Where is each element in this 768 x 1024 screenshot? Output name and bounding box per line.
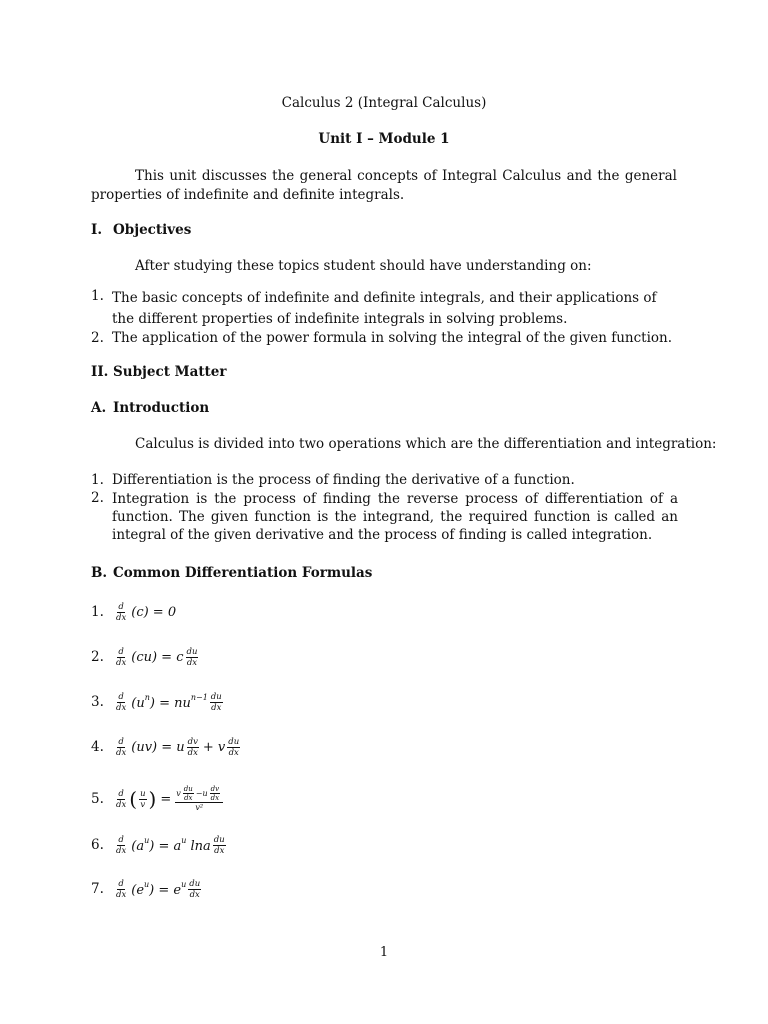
section-number: I. xyxy=(91,222,103,238)
introduction-lead: Calculus is divided into two operations which are the differentiation and integration: xyxy=(135,436,717,452)
formula-number: 1. xyxy=(91,604,104,620)
list-number: 1. xyxy=(91,472,104,488)
derivative-term: $\frac{dv}{dx}$ xyxy=(187,736,198,758)
section-heading-objectives: Objectives xyxy=(113,222,192,238)
formula-2 xyxy=(91,637,200,677)
document-title: Calculus 2 (Integral Calculus) xyxy=(281,95,487,111)
formula-expression: (uv) = u xyxy=(131,739,185,755)
formula-number: 5. xyxy=(91,791,104,807)
quotient-term: $\frac{u}{v}$ xyxy=(140,788,146,810)
derivative-term: $\frac{du}{dx}$ xyxy=(228,736,240,758)
derivative-operator: $\frac{d}{dx}$ xyxy=(116,601,127,623)
subsection-heading-introduction: Introduction xyxy=(113,400,210,416)
formula-expression: $(a^u) = a^u$ lna xyxy=(131,836,211,854)
formula-7 xyxy=(91,869,203,909)
section-number: II. xyxy=(91,364,109,380)
list-item: Integration is the process of finding the reverse process of differentiation of a function. The given function is the integrand, the required function is called an integral of the given derivative and the process of finding is called integration. xyxy=(112,491,678,543)
quotient-rule-fraction: v $\frac{du}{dx}$ −u $\frac{dv}{dx}$ v² xyxy=(175,785,223,813)
formula-5: 5. $\frac{d}{dx}$ ( $\frac{u}{v}$ ) = v $\frac{du}{dx}$ −u $\frac{dv}{dx}$ v² xyxy=(91,779,223,819)
equals-sign: = xyxy=(160,791,172,807)
derivative-operator: $\frac{d}{dx}$ xyxy=(116,878,127,900)
derivative-term: $\frac{du}{dx}$ xyxy=(189,878,201,900)
subsection-letter: B. xyxy=(91,565,108,581)
list-number: 2. xyxy=(91,490,104,506)
formula-number: 4. xyxy=(91,739,104,755)
intro-paragraph: This unit discusses the general concepts of Integral Calculus and the general properties of indefinite and definite integrals. xyxy=(91,168,677,203)
formula-expression: $(e^u) = e^u$ xyxy=(131,880,187,898)
formula-expression: $(u^n) = nu^{n-1}$ xyxy=(131,693,208,711)
subsection-heading-formulas: Common Differentiation Formulas xyxy=(113,565,373,581)
list-item: The application of the power formula in solving the integral of the given function. xyxy=(112,330,673,346)
formula-number: 6. xyxy=(91,837,104,853)
section-heading-subject-matter: Subject Matter xyxy=(113,364,227,380)
formula-number: 7. xyxy=(91,881,104,897)
formula-number: 2. xyxy=(91,649,104,665)
formula-6 xyxy=(91,825,228,865)
derivative-term: $\frac{du}{dx}$ xyxy=(210,691,222,713)
derivative-operator: $\frac{d}{dx}$ xyxy=(116,788,127,810)
document-subtitle: Unit I – Module 1 xyxy=(318,131,450,147)
derivative-operator: $\frac{d}{dx}$ xyxy=(116,646,127,668)
derivative-operator: $\frac{d}{dx}$ xyxy=(116,834,127,856)
subsection-letter: A. xyxy=(91,400,107,416)
derivative-term: $\frac{du}{dx}$ xyxy=(213,834,225,856)
formula-expression: (cu) = c xyxy=(131,649,184,665)
formula-4 xyxy=(91,727,242,767)
list-item: The basic concepts of indefinite and definite integrals, and their applications of the different properties of indefinite integrals in solving problems. xyxy=(112,290,657,327)
formula-3 xyxy=(91,682,225,722)
derivative-operator: $\frac{d}{dx}$ xyxy=(116,736,127,758)
objectives-lead: After studying these topics student should have understanding on: xyxy=(135,258,592,274)
list-number: 2. xyxy=(91,330,104,346)
derivative-term: $\frac{du}{dx}$ xyxy=(186,646,198,668)
formula-number: 3. xyxy=(91,694,104,710)
formula-expression: + v xyxy=(202,739,226,755)
formula-1 xyxy=(91,592,176,632)
list-item: Differentiation is the process of finding the derivative of a function. xyxy=(112,472,575,488)
page-number: 1 xyxy=(379,945,389,960)
formula-expression: (c) = 0 xyxy=(131,604,177,620)
derivative-operator: $\frac{d}{dx}$ xyxy=(116,691,127,713)
list-number: 1. xyxy=(91,288,104,304)
